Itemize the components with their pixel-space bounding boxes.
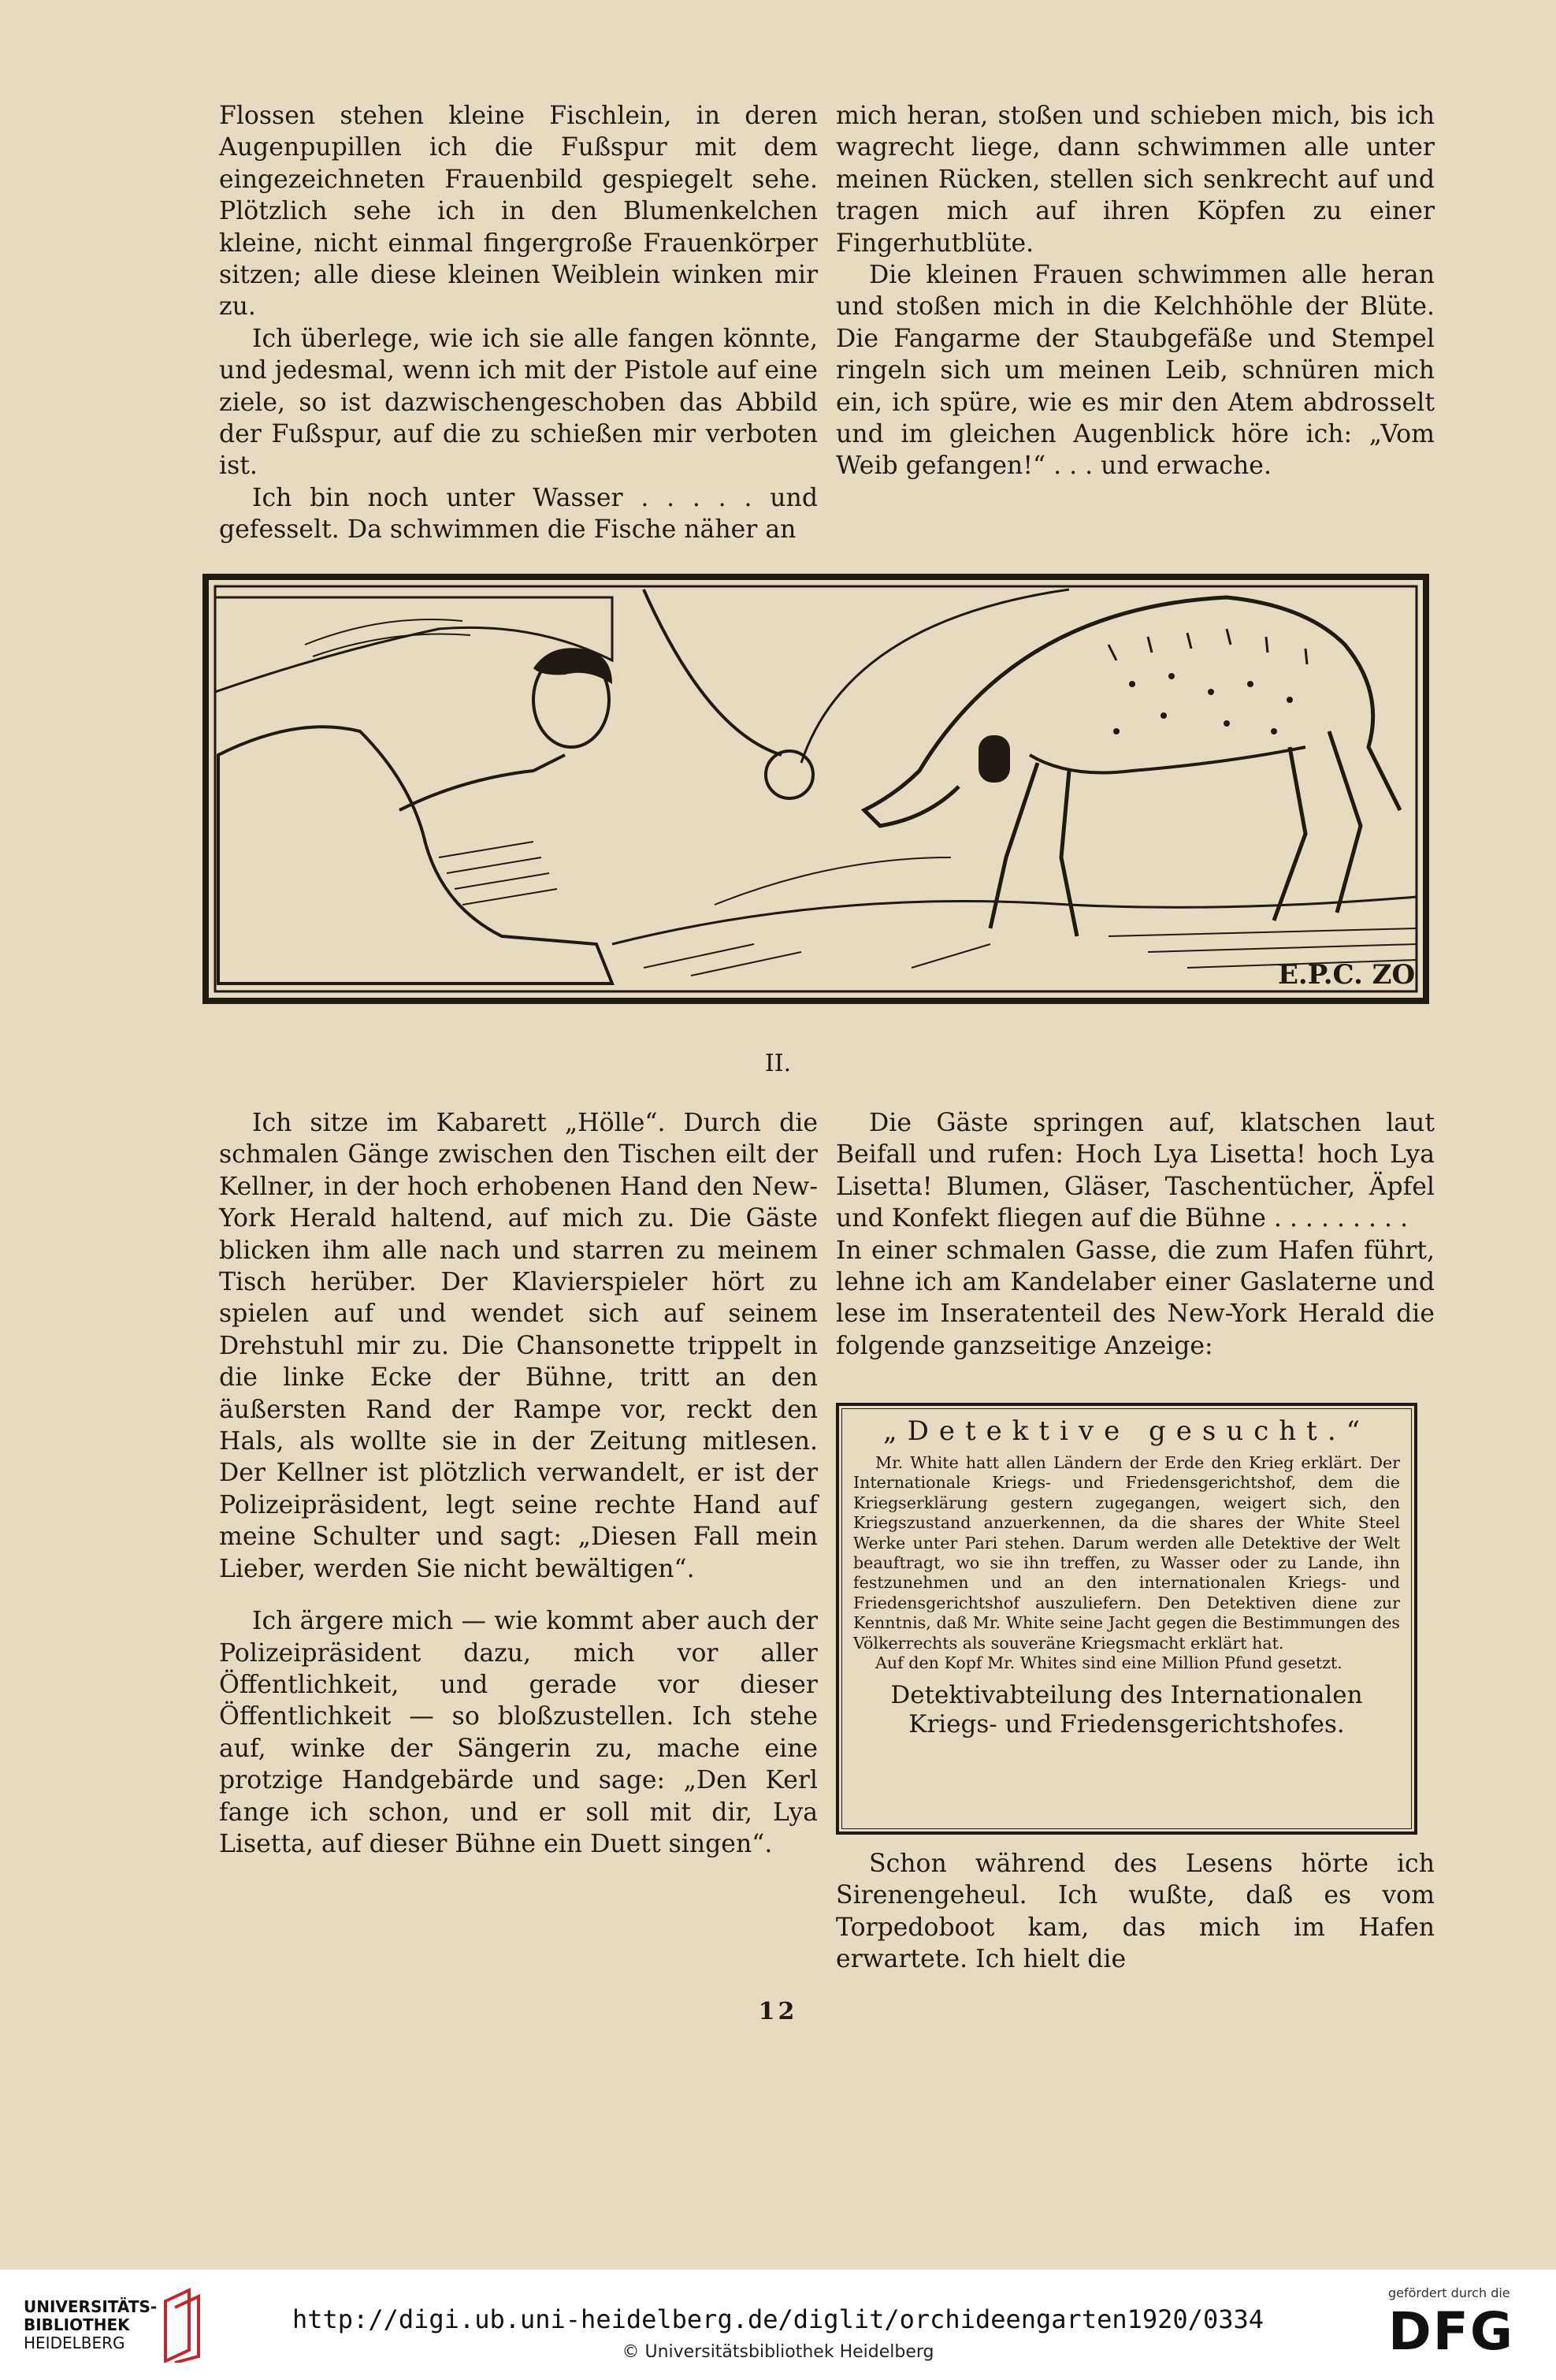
woodcut-illustration <box>202 574 1429 1004</box>
animal-belly <box>1030 747 1305 773</box>
paragraph: mich heran, stoßen und schieben mich, bis ich wagrecht liege, dann schwimmen alle unter meinen Rücken, stellen sich senkrecht auf und tragen mich auf ihren Köpfen zu einer Fingerhutblüte. <box>836 102 1435 258</box>
text-column-bottom-right-continued <box>836 1848 1435 1976</box>
library-name-line: BIBLIOTHEK <box>24 2315 130 2334</box>
dfg-logo[interactable]: DFG <box>1388 2301 1515 2362</box>
advertisement-inner <box>841 1408 1412 1829</box>
animal-back <box>975 597 1400 810</box>
paragraph: Ich bin noch unter Wasser . . . . . und gefesselt. Da schwimmen die Fische näher an <box>219 483 818 545</box>
funding-label: gefördert durch die <box>1388 2285 1510 2300</box>
paragraph: Ich überlege, wie ich sie alle fangen könnte, und jedesmal, wenn ich mit der Pistole auf eine ziele, so ist dazwischengeschoben das Abbild der Fußspur, auf die zu schießen mir verboten ist. <box>219 324 818 481</box>
permalink-url[interactable]: http://digi.ub.uni-heidelberg.de/diglit/orchideengarten1920/0334 <box>292 2304 1264 2334</box>
figure-body <box>218 727 612 984</box>
advertisement-signature-line: Detektivabteilung des Internationalen <box>890 1681 1363 1710</box>
paragraph: In einer schmalen Gasse, die zum Hafen führt, lehne ich am Kandelaber einer Gaslaterne und lese im Inseratenteil des New-York Herald die folgende ganzseitige Anzeige: <box>836 1236 1435 1360</box>
animal-leg <box>1274 747 1305 920</box>
advertisement-box <box>836 1403 1417 1835</box>
paragraph: Die kleinen Frauen schwimmen alle heran und stoßen mich in die Kelchhöhle der Blüte. Die Fangarme der Staubgefäße und Stempel ringeln sich um meinen Leib, schnüren mich ein, ich spüre, wie es mir den Atem abdrosselt und im gleichen Augenblick höre ich: „Vom Weib gefangen!“ . . . und erwache. <box>836 261 1435 481</box>
advertisement-signature <box>853 1681 1400 1739</box>
hill-shape <box>215 597 612 692</box>
text-column-top-left <box>219 100 818 546</box>
paragraph: Flossen stehen kleine Fischlein, in deren Augenpupillen ich die Fußspur mit dem eingezeichneten Frauenbild gespiegelt sehe. Plötzlich sehe ich in den Blumenkelchen kleine, nicht einmal fingergroße Frauenkörper sitzen; alle diese kleinen Weiblein winken mir zu. <box>219 102 818 322</box>
paragraph: Die Gäste springen auf, klatschen laut Beifall und rufen: Hoch Lya Lisetta! hoch Lya Lisetta! Blumen, Gläser, Taschentücher, Äpfel und Konfekt fliegen auf die Bühne . . . . . . . . . <box>836 1109 1435 1233</box>
library-name-line: HEIDELBERG <box>24 2334 125 2352</box>
arc-line <box>644 589 782 755</box>
viewer-footer <box>0 2270 1556 2380</box>
paragraph: Ich sitze im Kabarett „Hölle“. Durch die schmalen Gänge zwischen den Tischen eilt der Kellner, in der hoch erhobenen Hand den New-York Herald haltend, auf mich zu. Die Gäste blicken ihm alle nach und starren zu meinem Tisch herüber. Der Klavierspieler hört zu spielen auf und wendet sich auf seinem Drehstuhl mir zu. Die Chansonette trippelt in die linke Ecke der Bühne, tritt an den äußersten Rand der Rampe vor, reckt den Hals, als wollte sie in der Zeitung mitlesen. Der Kellner ist plötzlich verwandelt, er ist der Polizeipräsident, legt seine rechte Hand auf meine Schulter und sagt: „Diesen Fall mein Lieber, werden Sie nicht bewältigen“. <box>219 1109 818 1583</box>
illustration-inner-frame <box>215 586 1417 991</box>
advertisement-paragraph: Auf den Kopf Mr. Whites sind eine Million Pfund gesetzt. <box>875 1653 1342 1673</box>
page-number: 12 <box>758 1998 798 2025</box>
library-name-line: UNIVERSITÄTS- <box>24 2297 158 2316</box>
paragraph: Ich ärgere mich — wie kommt aber auch der Polizeipräsident dazu, mich vor aller Öffentlichkeit, und gerade vor dieser Öffentlichkeit — so bloßzustellen. Ich stehe auf, winke der Sängerin zu, mache eine protzige Handgebärde und sage: „Den Kerl fange ich schon, und er soll mit dir, Lya Lisetta, auf dieser Bühne ein Duett singen“. <box>219 1607 818 1858</box>
advertisement-body <box>853 1453 1400 1673</box>
text-column-bottom-left <box>219 1107 818 1860</box>
lantern-shape <box>979 735 1010 783</box>
figure-arm <box>399 755 565 810</box>
animal-leg <box>1329 731 1361 913</box>
animal-head <box>864 700 975 826</box>
artist-signature: E.P.C. ZO <box>1278 959 1416 991</box>
section-numeral: II. <box>764 1050 792 1077</box>
ground-line <box>612 897 1417 944</box>
animal-leg <box>1061 771 1077 936</box>
advertisement-title: „Detektive gesucht.“ <box>882 1415 1371 1447</box>
moon-ball <box>766 751 813 798</box>
figure-hair <box>533 648 612 684</box>
text-column-top-right <box>836 100 1435 482</box>
advertisement-signature-line: Kriegs- und Friedensgerichtshofes. <box>908 1710 1345 1739</box>
advertisement-paragraph: Mr. White hatt allen Ländern der Erde den Krieg erklärt. Der Internationale Kriegs- und Friedensgerichtshof, dem die Kriegserklärung gestern zugegangen, weigert sich, den Kriegszustand anzuerkennen, da die shares der White Steel Werke unter Pari stehen. Darum werden alle Detektive der Welt beauftragt, wo sie ihn treffen, zu Wasser oder zu Lande, ihn festzunehmen und an den internationalen Kriegs- und Friedensgerichtshof auszuliefern. Den Detektiven diene zur Kenntnis, daß Mr. White seine Jacht gegen die Bestimmungen des Völkerrechts als souveräne Kriegsmacht erklärt hat. <box>853 1453 1400 1653</box>
text-column-bottom-right <box>836 1107 1435 1362</box>
copyright-notice: © Universitätsbibliothek Heidelberg <box>622 2342 934 2362</box>
paragraph: Schon während des Lesens hörte ich Sirenengeheul. Ich wußte, daß es vom Torpedoboot kam, das mich im Hafen erwartete. Ich hielt die <box>836 1850 1435 1974</box>
